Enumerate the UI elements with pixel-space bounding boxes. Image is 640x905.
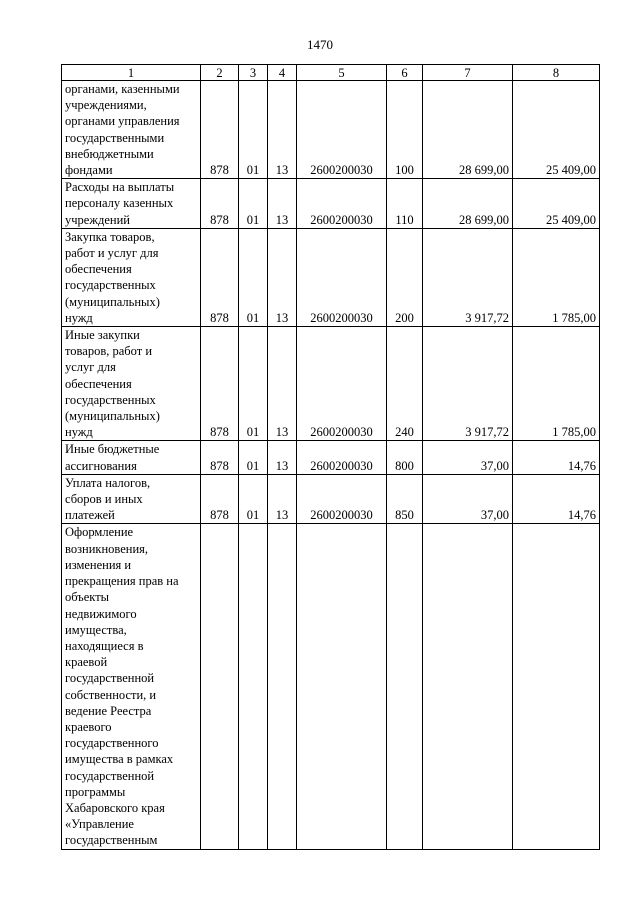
item-name-cell [62,228,201,326]
section-cell: 01 [239,474,268,524]
table-row [62,228,600,326]
item-name-line: недвижимого [65,606,137,621]
item-name-line: ведение Реестра [65,703,152,718]
amount-year2-cell: 25 409,00 [513,179,600,229]
target-article-cell [297,524,387,849]
amount-year2-cell: 1 785,00 [513,327,600,441]
item-name-line: имущества, [65,622,127,637]
target-article-cell: 2600200030 [297,441,387,474]
column-header: 3 [239,65,268,81]
amount-year2-cell: 14,76 [513,441,600,474]
gr-code-cell: 878 [201,81,239,179]
amount-year1-cell: 3 917,72 [423,327,513,441]
item-name-line: (муниципальных) [65,294,160,309]
item-name-line: Оформление [65,525,134,540]
column-header: 6 [387,65,423,81]
item-name-line: органами, казенными [65,82,180,96]
item-name-line: прекращения прав на [65,574,179,589]
target-article-cell: 2600200030 [297,179,387,229]
item-name-line: Иные бюджетные [65,442,160,457]
section-cell: 01 [239,327,268,441]
item-name-line: государственных [65,278,156,293]
item-name-line: государственными [65,130,165,145]
column-header: 2 [201,65,239,81]
target-article-cell: 2600200030 [297,228,387,326]
item-name-line: учреждениями, [65,98,147,113]
item-name-line: персоналу казенных [65,196,174,211]
column-header: 8 [513,65,600,81]
amount-year2-cell: 1 785,00 [513,228,600,326]
item-name-cell [62,474,201,524]
column-header: 4 [268,65,297,81]
item-name-line: сборов и иных [65,492,143,507]
item-name-line: краевого [65,719,112,734]
subsection-cell: 13 [268,179,297,229]
item-name-line: нужд [65,310,93,325]
expense-type-cell: 850 [387,474,423,524]
item-name-line: Иные закупки [65,328,140,343]
expense-type-cell: 800 [387,441,423,474]
subsection-cell: 13 [268,474,297,524]
item-name-line: находящиеся в [65,638,144,653]
target-article-cell: 2600200030 [297,474,387,524]
table-row [62,327,600,441]
column-header: 1 [62,65,201,81]
item-name-line: Уплата налогов, [65,475,151,490]
gr-code-cell: 878 [201,179,239,229]
section-cell: 01 [239,441,268,474]
amount-year1-cell: 28 699,00 [423,179,513,229]
expense-type-cell: 240 [387,327,423,441]
gr-code-cell: 878 [201,474,239,524]
section-cell: 01 [239,179,268,229]
item-name-line: изменения и [65,557,132,572]
item-name-line: органами управления [65,114,180,129]
budget-table [61,64,600,850]
item-name-line: «Управление [65,817,134,832]
section-cell: 01 [239,81,268,179]
item-name-line: Расходы на выплаты [65,180,175,195]
amount-year2-cell [513,524,600,849]
item-name-line: Закупка товаров, [65,229,155,244]
section-cell: 01 [239,228,268,326]
item-name-cell [62,179,201,229]
item-name-cell [62,524,201,849]
amount-year2-cell: 25 409,00 [513,81,600,179]
amount-year1-cell [423,524,513,849]
item-name-cell [62,327,201,441]
item-name-line: государственным [65,833,158,848]
table-body [62,81,600,850]
item-name-line: государственной [65,671,155,686]
item-name-line: учреждений [65,212,130,227]
expense-type-cell [387,524,423,849]
amount-year1-cell: 28 699,00 [423,81,513,179]
item-name-line: платежей [65,508,115,523]
expense-type-cell: 200 [387,228,423,326]
expense-type-cell: 110 [387,179,423,229]
item-name-line: товаров, работ и [65,344,153,359]
item-name-line: фондами [65,163,113,178]
gr-code-cell: 878 [201,327,239,441]
amount-year1-cell: 37,00 [423,474,513,524]
item-name-line: ассигнования [65,458,137,473]
amount-year1-cell: 3 917,72 [423,228,513,326]
item-name-line: внебюджетными [65,146,154,161]
amount-year1-cell: 37,00 [423,441,513,474]
item-name-line: услуг для [65,360,116,375]
item-name-line: обеспечения [65,376,132,391]
subsection-cell: 13 [268,81,297,179]
item-name-line: государственного [65,736,159,751]
item-name-line: имущества в рамках [65,752,174,767]
expense-type-cell: 100 [387,81,423,179]
item-name-cell [62,441,201,474]
target-article-cell: 2600200030 [297,327,387,441]
subsection-cell: 13 [268,327,297,441]
column-header: 5 [297,65,387,81]
item-name-line: государственной [65,768,155,783]
gr-code-cell: 878 [201,441,239,474]
header-row [62,65,600,81]
item-name-line: работ и услуг для [65,246,159,261]
target-article-cell: 2600200030 [297,81,387,179]
subsection-cell: 13 [268,441,297,474]
table-row [62,524,600,849]
amount-year2-cell: 14,76 [513,474,600,524]
item-name-line: возникновения, [65,541,149,556]
table-row [62,441,600,474]
page-number: 1470 [307,37,333,52]
item-name-line: обеспечения [65,262,132,277]
item-name-line: нужд [65,425,93,440]
subsection-cell [268,524,297,849]
gr-code-cell [201,524,239,849]
gr-code-cell: 878 [201,228,239,326]
section-cell [239,524,268,849]
item-name-line: (муниципальных) [65,409,160,424]
table-row [62,474,600,524]
item-name-line: объекты [65,590,110,605]
item-name-line: краевой [65,655,108,670]
item-name-line: программы [65,784,126,799]
item-name-line: собственности, и [65,687,157,702]
table-row [62,179,600,229]
table-row [62,81,600,179]
item-name-line: Хабаровского края [65,800,165,815]
item-name-line: государственных [65,392,156,407]
item-name-cell [62,81,201,179]
column-header: 7 [423,65,513,81]
subsection-cell: 13 [268,228,297,326]
